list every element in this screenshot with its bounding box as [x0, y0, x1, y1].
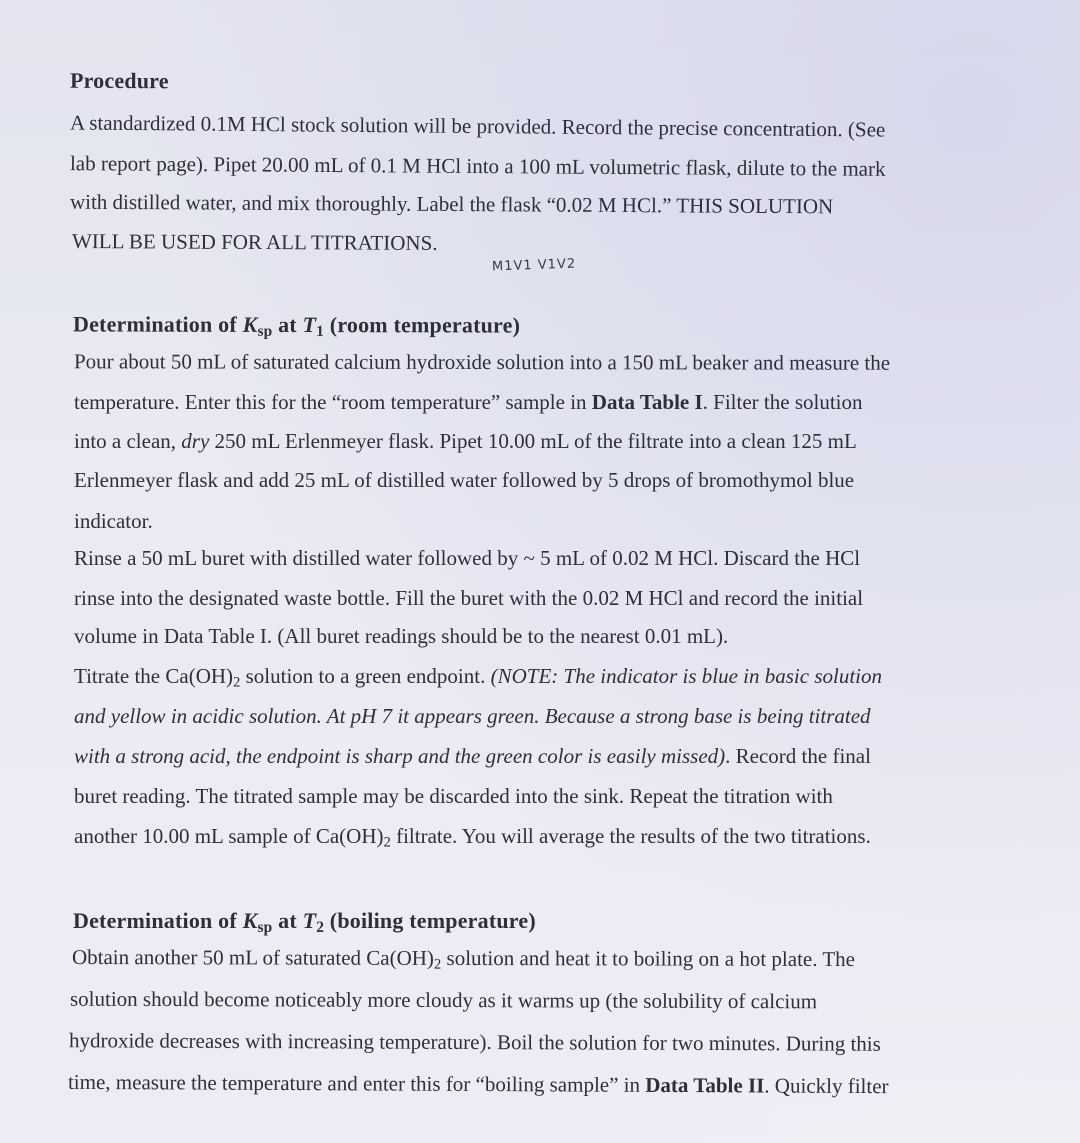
section1-line-6: Rinse a 50 mL buret with distilled water followed by ~ 5 mL of 0.02 M HCl. Discard the HCl [74, 546, 861, 570]
handwritten-note: M1V1 V1V2 [491, 256, 577, 275]
section1-line-11-note: with a strong acid, the endpoint is sharp and the green color is easily missed) [74, 744, 726, 768]
section1-line-9-note: (NOTE: The indicator is blue in basic solution [490, 664, 883, 688]
data-table-2-ref: Data Table II [645, 1072, 765, 1098]
procedure-line-2: lab report page). Pipet 20.00 mL of 0.1 M HCl into a 100 mL volumetric flask, dilute to the mark [69, 151, 886, 181]
procedure-line-3: with distilled water, and mix thoroughly. Label the flask “0.02 M HCl.” THIS SOLUTION [69, 189, 834, 219]
section1-heading-k: K [242, 311, 258, 337]
section2-heading-suffix: (boiling temperature) [324, 908, 536, 933]
section1-line-13b: filtrate. You will average the results of the two titrations. [390, 824, 871, 848]
section2-line-1a: Obtain another 50 mL of saturated Ca(OH) [71, 944, 434, 970]
section2-line-4 [67, 1069, 889, 1099]
section1-line-11b: . Record the final [725, 744, 871, 768]
section1-line-8: volume in Data Table I. (All buret readings should be to the nearest 0.01 mL). [74, 624, 729, 648]
section1-line-2 [74, 392, 863, 413]
section2-heading-k: K [242, 908, 258, 933]
section1-line-3 [74, 431, 857, 452]
section1-line-3a: into a clean, [74, 429, 182, 453]
section2-heading-sub: sp [257, 918, 273, 936]
section1-line-3-dry: dry [181, 429, 210, 453]
section1-line-12: buret reading. The titrated sample may be discarded into the sink. Repeat the titration with [74, 784, 833, 808]
section2-line-1b: solution and heat it to boiling on a hot plate. The [441, 945, 856, 972]
section1-line-3c: 250 mL Erlenmeyer flask. Pipet 10.00 mL of the filtrate into a clean 125 mL [209, 429, 857, 453]
section1-line-2c: . Filter the solution [702, 390, 863, 414]
section1-line-2a: temperature. Enter this for the “room temperature” sample in [74, 390, 592, 414]
section1-line-7: rinse into the designated waste bottle. Fill the buret with the 0.02 M HCl and record the initial [74, 586, 864, 610]
section1-line-1: Pour about 50 mL of saturated calcium hydroxide solution into a 150 mL beaker and measure the [73, 349, 891, 375]
section2-line-4c: . Quickly filter [764, 1073, 889, 1099]
section1-heading-suffix: (room temperature) [324, 312, 521, 338]
section1-heading-at: at [272, 311, 303, 338]
section2-heading [73, 908, 536, 937]
section2-line-2: solution should become noticeably more cloudy as it warms up (the solubility of calcium [69, 986, 818, 1014]
procedure-heading: Procedure [69, 67, 169, 94]
section2-heading-t-sub: 2 [316, 918, 325, 936]
section1-heading [73, 311, 520, 341]
section1-line-9 [74, 666, 882, 690]
section2-line-1-sub: 2 [433, 956, 442, 973]
section1-line-13 [74, 826, 871, 850]
section1-line-13-sub: 2 [383, 834, 391, 851]
section2-line-3: hydroxide decreases with increasing temperature). Boil the solution for two minutes. During this [68, 1028, 881, 1056]
section2-line-1 [71, 944, 856, 973]
section1-line-9a: Titrate the Ca(OH) [74, 664, 234, 688]
section1-heading-t-sub: 1 [316, 322, 325, 340]
section1-heading-sub: sp [257, 322, 273, 340]
section1-line-9b: solution to a green endpoint. [240, 664, 491, 688]
section1-line-11 [74, 746, 871, 767]
section2-heading-t: T [302, 908, 317, 933]
section1-heading-t: T [302, 312, 317, 338]
section1-line-10 [74, 706, 871, 727]
section1-line-9-sub: 2 [233, 674, 241, 691]
section1-line-10-note: and yellow in acidic solution. At pH 7 it appears green. Because a strong base is being titrated [74, 704, 871, 728]
section2-heading-at: at [272, 908, 303, 933]
section2-line-4a: time, measure the temperature and enter this for “boiling sample” in [67, 1069, 646, 1097]
data-table-1-ref: Data Table I [591, 390, 703, 414]
section1-line-5: indicator. [74, 509, 153, 533]
procedure-line-4: WILL BE USED FOR ALL TITRATIONS. [71, 229, 438, 255]
section1-line-4: Erlenmeyer flask and add 25 mL of distilled water followed by 5 drops of bromothymol blue [74, 468, 855, 492]
section1-heading-prefix: Determination of [72, 311, 243, 337]
procedure-line-1: A standardized 0.1M HCl stock solution will be provided. Record the precise concentration. (See [69, 110, 886, 142]
section2-heading-prefix: Determination of [73, 908, 243, 933]
section1-line-13a: another 10.00 mL sample of Ca(OH) [74, 824, 384, 848]
